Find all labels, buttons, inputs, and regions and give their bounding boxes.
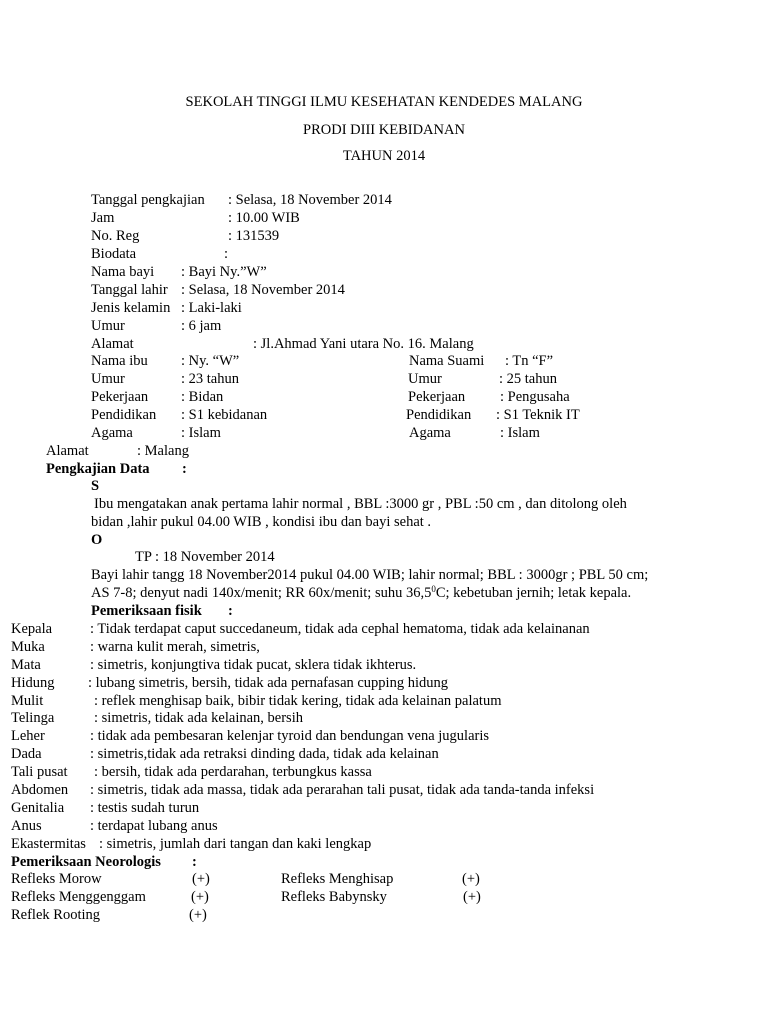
nama-ibu-value: : Ny. “W”	[181, 353, 240, 369]
umur-bayi-value: : 6 jam	[181, 318, 222, 334]
jenis-kelamin-label: Jenis kelamin	[91, 300, 171, 316]
refleks-menggenggam-value: (+)	[191, 889, 209, 905]
pemeriksaan-neurologis-colon: :	[192, 854, 197, 870]
fisik-label: Dada	[11, 746, 42, 762]
subjective-heading: S	[91, 478, 100, 494]
refleks-menggenggam-label: Refleks Menggenggam	[11, 889, 146, 905]
jenis-kelamin-value: : Laki-laki	[181, 300, 242, 316]
fisik-value: : simetris, tidak ada massa, tidak ada perarahan tali pusat, tidak ada tanda-tanda infeksi	[90, 782, 595, 798]
fisik-label: Hidung	[11, 675, 55, 691]
jam-value: : 10.00 WIB	[228, 210, 300, 226]
refleks-menghisap-value: (+)	[462, 871, 480, 887]
pengkajian-data-heading: Pengkajian Data	[46, 461, 150, 477]
fisik-label: Kepala	[11, 621, 53, 637]
pemeriksaan-neurologis-heading: Pemeriksaan Neorologis	[11, 854, 161, 870]
fisik-value: : terdapat lubang anus	[90, 818, 218, 834]
objective-line-2: AS 7-8; denyut nadi 140x/menit; RR 60x/menit; suhu 36,5$^0$C; kebetuban jernih; letak kepala.	[91, 584, 632, 601]
pengkajian-data-colon: :	[182, 461, 187, 477]
fisik-value: : tidak ada pembesaran kelenjar tyroid dan bendungan vena jugularis	[90, 728, 490, 744]
fisik-label: Tali pusat	[11, 764, 68, 780]
nama-ibu-label: Nama ibu	[91, 353, 148, 369]
no-reg-value: : 131539	[228, 228, 280, 244]
agama-suami-value: : Islam	[500, 425, 540, 441]
tanggal-lahir-label: Tanggal lahir	[91, 282, 168, 298]
tanggal-pengkajian-label: Tanggal pengkajian	[91, 192, 205, 208]
agama-ibu-label: Agama	[91, 425, 133, 441]
pendidikan-suami-label: Pendidikan	[406, 407, 472, 423]
year-title: TAHUN 2014	[342, 148, 426, 164]
jam-label: Jam	[91, 210, 115, 226]
objective-line-1: Bayi lahir tangg 18 November2014 pukul 04.00 WIB; lahir normal; BBL : 3000gr ; PBL 50 cm;	[91, 567, 649, 583]
nama-bayi-value: : Bayi Ny.”W”	[181, 264, 267, 280]
agama-suami-label: Agama	[409, 425, 451, 441]
pekerjaan-ibu-label: Pekerjaan	[91, 389, 149, 405]
nama-suami-label: Nama Suami	[409, 353, 485, 369]
biodata-label: Biodata	[91, 246, 137, 262]
fisik-label: Telinga	[11, 710, 55, 726]
pendidikan-suami-value: : S1 Teknik IT	[496, 407, 580, 423]
pendidikan-ibu-label: Pendidikan	[91, 407, 157, 423]
umur-ibu-label: Umur	[91, 371, 125, 387]
reflek-rooting-value: (+)	[189, 907, 207, 923]
refleks-morow-value: (+)	[192, 871, 210, 887]
fisik-value: : simetris, jumlah dari tangan dan kaki lengkap	[99, 836, 372, 852]
pemeriksaan-fisik-colon: :	[228, 603, 233, 619]
tanggal-lahir-value: : Selasa, 18 November 2014	[181, 282, 345, 298]
program-title: PRODI DIII KEBIDANAN	[303, 122, 465, 138]
umur-ibu-value: : 23 tahun	[181, 371, 239, 387]
objective-heading: O	[91, 532, 103, 548]
fisik-value: : simetris,tidak ada retraksi dinding dada, tidak ada kelainan	[90, 746, 439, 762]
umur-suami-label: Umur	[408, 371, 442, 387]
fisik-label: Muka	[11, 639, 45, 655]
fisik-value: : simetris, tidak ada kelainan, bersih	[94, 710, 303, 726]
fisik-label: Genitalia	[11, 800, 65, 816]
pendidikan-ibu-value: : S1 kebidanan	[181, 407, 268, 423]
nama-suami-value: : Tn “F”	[505, 353, 554, 369]
fisik-label: Leher	[11, 728, 45, 744]
fisik-label: Anus	[11, 818, 42, 834]
nama-bayi-label: Nama bayi	[91, 264, 155, 280]
alamat-bayi-value: : Jl.Ahmad Yani utara No. 16. Malang	[253, 336, 474, 352]
refleks-morow-label: Refleks Morow	[11, 871, 102, 887]
umur-suami-value: : 25 tahun	[499, 371, 557, 387]
no-reg-label: No. Reg	[91, 228, 140, 244]
pekerjaan-ibu-value: : Bidan	[181, 389, 224, 405]
subjective-line-2: bidan ,lahir pukul 04.00 WIB , kondisi ibu dan bayi sehat .	[91, 514, 432, 530]
fisik-label: Mulit	[11, 693, 44, 709]
tp-date: TP : 18 November 2014	[135, 549, 275, 565]
pekerjaan-suami-value: : Pengusaha	[500, 389, 570, 405]
fisik-value: : simetris, konjungtiva tidak pucat, sklera tidak ikhterus.	[90, 657, 417, 673]
pekerjaan-suami-label: Pekerjaan	[408, 389, 466, 405]
umur-bayi-label: Umur	[91, 318, 125, 334]
refleks-babynsky-label: Refleks Babynsky	[281, 889, 387, 905]
subjective-line-1: Ibu mengatakan anak pertama lahir normal , BBL :3000 gr , PBL :50 cm , dan ditolong oleh	[94, 496, 627, 512]
agama-ibu-value: : Islam	[181, 425, 221, 441]
alamat-orangtua-value: : Malang	[137, 443, 189, 459]
alamat-orangtua-label: Alamat	[46, 443, 89, 459]
fisik-label: Ekastermitas	[11, 836, 86, 852]
pemeriksaan-fisik-heading: Pemeriksaan fisik	[91, 603, 202, 619]
reflek-rooting-label: Reflek Rooting	[11, 907, 101, 923]
fisik-value: : reflek menghisap baik, bibir tidak kering, tidak ada kelainan palatum	[94, 693, 502, 709]
alamat-bayi-label: Alamat	[91, 336, 134, 352]
fisik-value: : warna kulit merah, simetris,	[90, 639, 260, 655]
fisik-label: Abdomen	[11, 782, 69, 798]
institution-title: SEKOLAH TINGGI ILMU KESEHATAN KENDEDES MALANG	[185, 94, 583, 110]
fisik-value: : testis sudah turun	[90, 800, 200, 816]
fisik-value: : lubang simetris, bersih, tidak ada pernafasan cupping hidung	[88, 675, 448, 691]
fisik-value: : bersih, tidak ada perdarahan, terbungkus kassa	[94, 764, 372, 780]
fisik-label: Mata	[11, 657, 41, 673]
refleks-babynsky-value: (+)	[463, 889, 481, 905]
refleks-menghisap-label: Refleks Menghisap	[281, 871, 394, 887]
biodata-value: :	[224, 246, 229, 262]
fisik-value: : Tidak terdapat caput succedaneum, tidak ada cephal hematoma, tidak ada kelainanan	[90, 621, 590, 637]
tanggal-pengkajian-value: : Selasa, 18 November 2014	[228, 192, 392, 208]
